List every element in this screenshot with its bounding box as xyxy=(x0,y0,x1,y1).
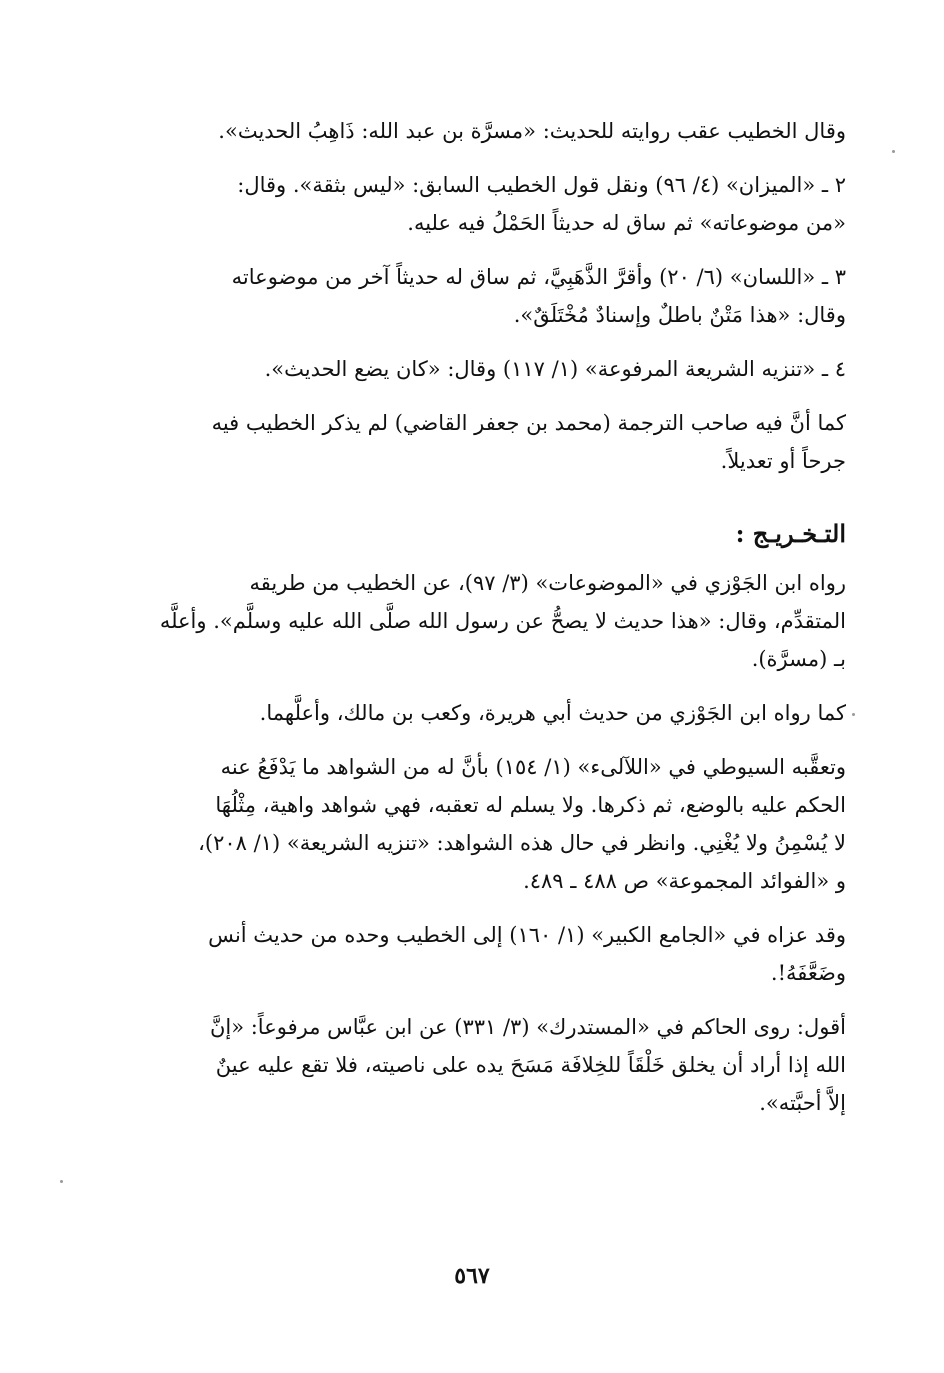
paragraph xyxy=(95,564,846,678)
paragraph xyxy=(95,350,846,388)
text-line: رواه ابن الجَوْزي في «الموضوعات» (٣/ ٩٧)، عن الخطيب من طريقه xyxy=(249,571,846,595)
text-line: كما رواه ابن الجَوْزي من حديث أبي هريرة، وكعب بن مالك، وأعلَّهما. xyxy=(259,701,846,725)
text-line: ٢ ـ «الميزان» (٤/ ٩٦) ونقل قول الخطيب السابق: «ليس بثقة». وقال: xyxy=(237,173,846,197)
text-line: لا يُسْمِنُ ولا يُغْنِي. وانظر في حال هذه الشواهد: «تنزيه الشريعة» (١/ ٢٠٨)، xyxy=(198,831,846,855)
paragraph xyxy=(95,694,846,732)
scan-speck xyxy=(892,150,895,153)
paragraph xyxy=(95,166,846,242)
body-text-bottom xyxy=(95,564,846,1122)
text-line: و «الفوائد المجموعة» ص ٤٨٨ ـ ٤٨٩. xyxy=(523,869,846,893)
text-line: ٣ ـ «اللسان» (٦/ ٢٠) وأقرَّ الذَّهَبِيَّ، ثم ساق له حديثاً آخر من موضوعاته xyxy=(231,265,846,289)
text-line: وتعقَّبه السيوطي في «اللآلىء» (١/ ١٥٤) بأنَّ له من الشواهد ما يَدْفَعُ عنه xyxy=(220,755,846,779)
paragraph xyxy=(95,258,846,334)
page-number: ٥٦٧ xyxy=(454,1263,490,1289)
text-line: كما أنَّ فيه صاحب الترجمة (محمد بن جعفر القاضي) لم يذكر الخطيب فيه xyxy=(211,411,846,435)
paragraph xyxy=(95,748,846,900)
text-line: الله إذا أراد أن يخلق خَلْقَاً للخِلافَة مَسَحَ يده على ناصيته، فلا تقع عليه عينٌ xyxy=(215,1053,846,1077)
text-line: وضَعَّفَهُ!. xyxy=(770,961,846,985)
text-line: «من موضوعاته» ثم ساق له حديثاً الحَمْلُ فيه عليه. xyxy=(407,211,846,235)
text-line: المتقدِّم، وقال: «هذا حديث لا يصحُّ عن رسول الله صلَّى الله عليه وسلَّم». وأعلَّه xyxy=(159,609,846,633)
text-line: وقال الخطيب عقب روايته للحديث: «مسرَّة بن عبد الله: ذَاهِبُ الحديث». xyxy=(218,119,846,143)
paragraph xyxy=(95,916,846,992)
body-text-top xyxy=(95,112,846,480)
text-line: وقد عزاه في «الجامع الكبير» (١/ ١٦٠) إلى الخطيب وحده من حديث أنس xyxy=(208,923,846,947)
paragraph xyxy=(95,1008,846,1122)
scan-speck xyxy=(852,713,855,716)
text-line: وقال: «هذا مَتْنٌ باطلٌ وإسنادٌ مُخْتَلَقٌ». xyxy=(513,303,846,327)
text-line: إلاَّ أحبَّته». xyxy=(759,1091,846,1115)
paragraph xyxy=(95,404,846,480)
scan-speck xyxy=(60,1180,63,1183)
text-line: الحكم عليه بالوضع، ثم ذكرها. ولا يسلم له تعقبه، فهي شواهد واهية، مِثْلُهَا xyxy=(215,793,846,817)
paragraph xyxy=(95,112,846,150)
text-line: جرحاً أو تعديلاً. xyxy=(720,449,846,473)
text-line: ٤ ـ «تنزيه الشريعة المرفوعة» (١/ ١١٧) وقال: «كان يضع الحديث». xyxy=(264,357,846,381)
text-line: أقول: روى الحاكم في «المستدرك» (٣/ ٣٣١) عن ابن عبَّاس مرفوعاً: «إنَّ xyxy=(209,1015,846,1039)
section-heading-takhrij: التـخـريـج : xyxy=(735,519,846,548)
text-line: بـ (مسرَّة). xyxy=(751,647,846,671)
